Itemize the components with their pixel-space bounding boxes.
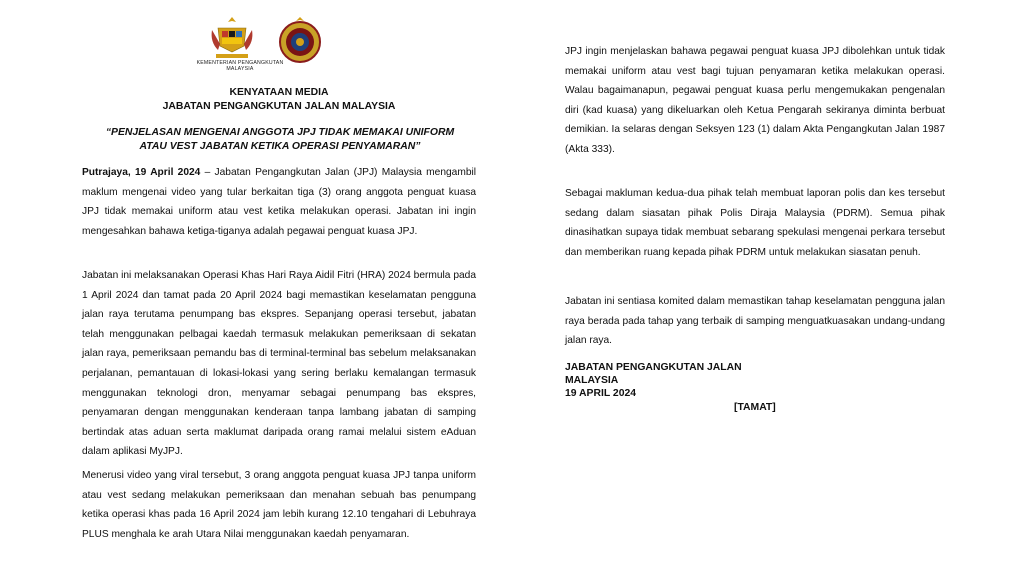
paragraph-6: Jabatan ini sentiasa komited dalam memastikan tahap keselamatan pengguna jalan raya berada pada tahap yang terbaik di samping menguatkuasakan undang-undang jalan raya.	[565, 296, 945, 347]
coat-of-arms-icon	[208, 16, 256, 62]
signature-department: JABATAN PENGANGKUTAN JALAN	[565, 362, 742, 373]
dateline: Putrajaya, 19 April 2024	[82, 167, 201, 178]
ministry-name	[180, 60, 300, 72]
signature-date: 19 APRIL 2024	[565, 388, 637, 399]
ministry-line-2: MALAYSIA	[226, 66, 254, 72]
jpj-seal-icon	[278, 16, 322, 64]
signature-country: MALAYSIA	[565, 375, 619, 386]
end-marker: [TAMAT]	[734, 402, 776, 413]
paragraph-1	[82, 163, 476, 241]
headline-line-2: ATAU VEST JABATAN KETIKA OPERASI PENYAMARAN”	[139, 141, 421, 152]
paragraph-2: Jabatan ini melaksanakan Operasi Khas Hari Raya Aidil Fitri (HRA) 2024 bermula pada 1 April 2024 dan tamat pada 20 April 2024 bagi memastikan keselamatan pengguna jalan raya terutama penumpang bas ekspres. Sepanjang operasi tersebut, jabatan telah menggunakan pelbagai kaedah termasuk melakukan pemeriksaan di sekatan jalan raya, pemeriksaan pemandu bas di terminal-terminal bas sebelum melaksanakan perjalanan, pemantauan di lokasi-lokasi yang sering berlaku kemalangan termasuk menggunakan teknologi dron, menyamar sebagai penumpang bas ekspres, penyamaran dengan menggunakan kenderaan tanpa lambang jabatan di samping bertindak atas aduan serta maklumat daripada orang ramai melalui sistem eAduan dalam aplikasi MyJPJ.	[82, 270, 476, 458]
department-name: JABATAN PENGANGKUTAN JALAN MALAYSIA	[162, 101, 396, 112]
press-release-label: KENYATAAN MEDIA	[229, 87, 329, 98]
paragraph-5: Sebagai makluman kedua-dua pihak telah membuat laporan polis dan kes tersebut sedang dalam siasatan pihak Polis Diraja Malaysia (PDRM). Semua pihak dinasihatkan supaya tidak membuat sebarang spekulasi mengenai perkara tersebut dan memberikan ruang kepada pihak PDRM untuk melakukan siasatan penuh.	[565, 188, 945, 258]
paragraph-3: Menerusi video yang viral tersebut, 3 orang anggota penguat kuasa JPJ tanpa uniform atau vest sedang melakukan pemeriksaan dan menahan sebuah bas penumpang ketika operasi khas pada 16 April 2024 jam lebih kurang 12.10 tengahari di Lebuhraya PLUS menghala ke arah Utara Nilai menggunakan kaedah penyamaran.	[82, 470, 476, 540]
paragraph-1-text: – Jabatan Pengangkutan Jalan (JPJ) Malaysia mengambil maklum mengenai video yang tular berkaitan tiga (3) orang anggota penguat kuasa JPJ tidak memakai uniform atau vest ketika melakukan operasi. Jabatan ini ingin mengesahkan bahawa ketiga-tiganya adalah pegawai penguat kuasa JPJ.	[82, 167, 477, 237]
headline	[94, 126, 466, 154]
ministry-line-1: KEMENTERIAN PENGANGKUTAN	[196, 60, 284, 66]
headline-line-1: “PENJELASAN MENGENAI ANGGOTA JPJ TIDAK MEMAKAI UNIFORM	[105, 127, 455, 138]
paragraph-4: JPJ ingin menjelaskan bahawa pegawai penguat kuasa JPJ dibolehkan untuk tidak memakai uniform atau vest bagi tujuan penyamaran ketika melakukan operasi. Walau bagaimanapun, pegawai penguat kuasa perlu mengemukakan pengenalan diri (kad kuasa) yang dikeluarkan oleh Ketua Pengarah sekiranya diminta berbuat demikian. Ia selaras dengan Seksyen 123 (1) dalam Akta Pengangkutan Jalan 1987 (Akta 333).	[565, 46, 945, 155]
